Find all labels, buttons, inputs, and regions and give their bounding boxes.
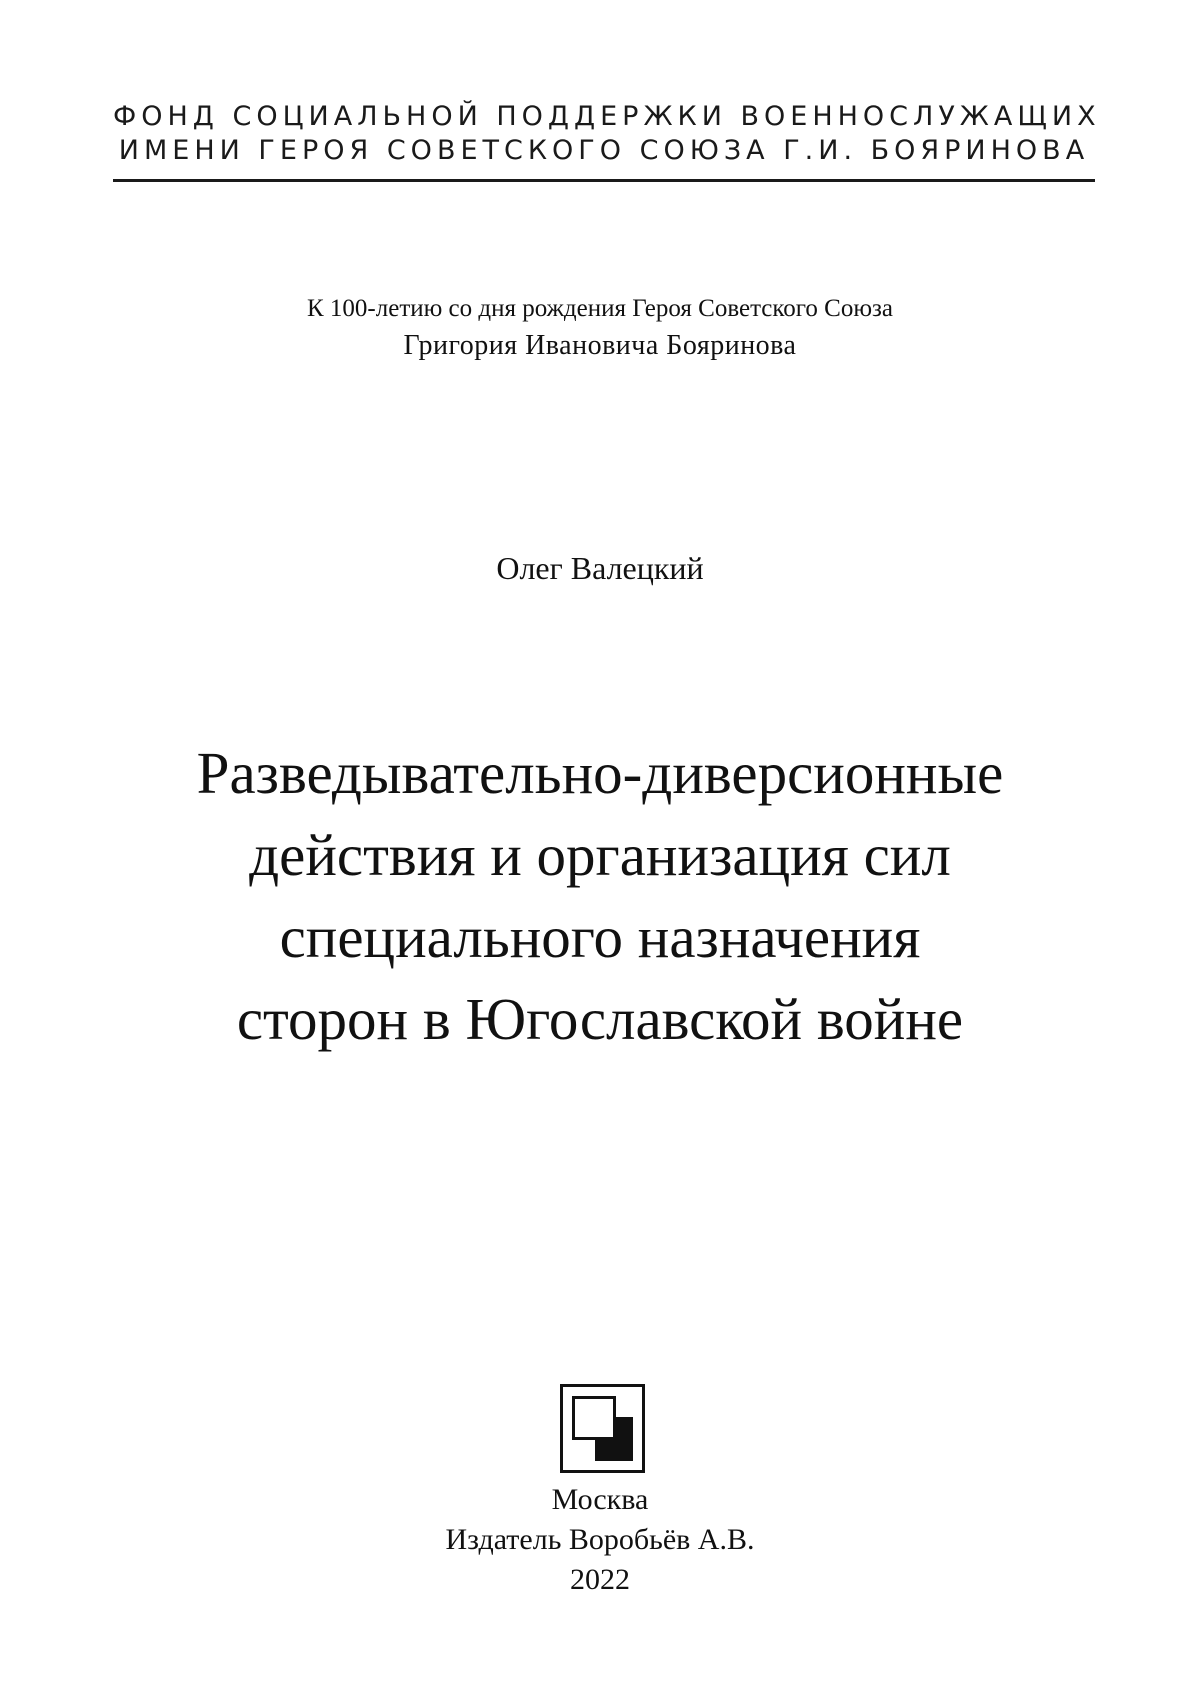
title-line-4: сторон в Югославской войне xyxy=(236,986,964,1052)
header-divider xyxy=(113,179,1095,182)
dedication-line-2: Григория Ивановича Бояринова xyxy=(403,330,797,361)
publisher-logo-icon xyxy=(560,1384,645,1473)
organization-header xyxy=(113,100,1101,168)
title-line-3: специального назначения xyxy=(279,904,921,970)
imprint-publisher: Издатель Воробьёв А.В. xyxy=(445,1523,755,1556)
organization-name-line-1: ФОНД СОЦИАЛЬНОЙ ПОДДЕРЖКИ ВОЕННОСЛУЖАЩИХ xyxy=(113,101,1101,132)
book-title xyxy=(60,732,1140,1060)
imprint-city: Москва xyxy=(551,1483,649,1516)
title-line-1: Разведывательно-диверсионные xyxy=(196,740,1004,806)
logo-outline-square xyxy=(572,1396,616,1440)
dedication xyxy=(100,292,1100,366)
imprint xyxy=(100,1480,1100,1600)
author-name: Олег Валецкий xyxy=(496,550,704,586)
title-line-2: действия и организация сил xyxy=(249,822,951,888)
organization-name-line-2: ИМЕНИ ГЕРОЯ СОВЕТСКОГО СОЮЗА Г.И. БОЯРИНОВА xyxy=(118,135,1090,166)
imprint-year: 2022 xyxy=(570,1563,630,1596)
dedication-line-1: К 100-летию со дня рождения Героя Советского Союза xyxy=(307,295,893,322)
